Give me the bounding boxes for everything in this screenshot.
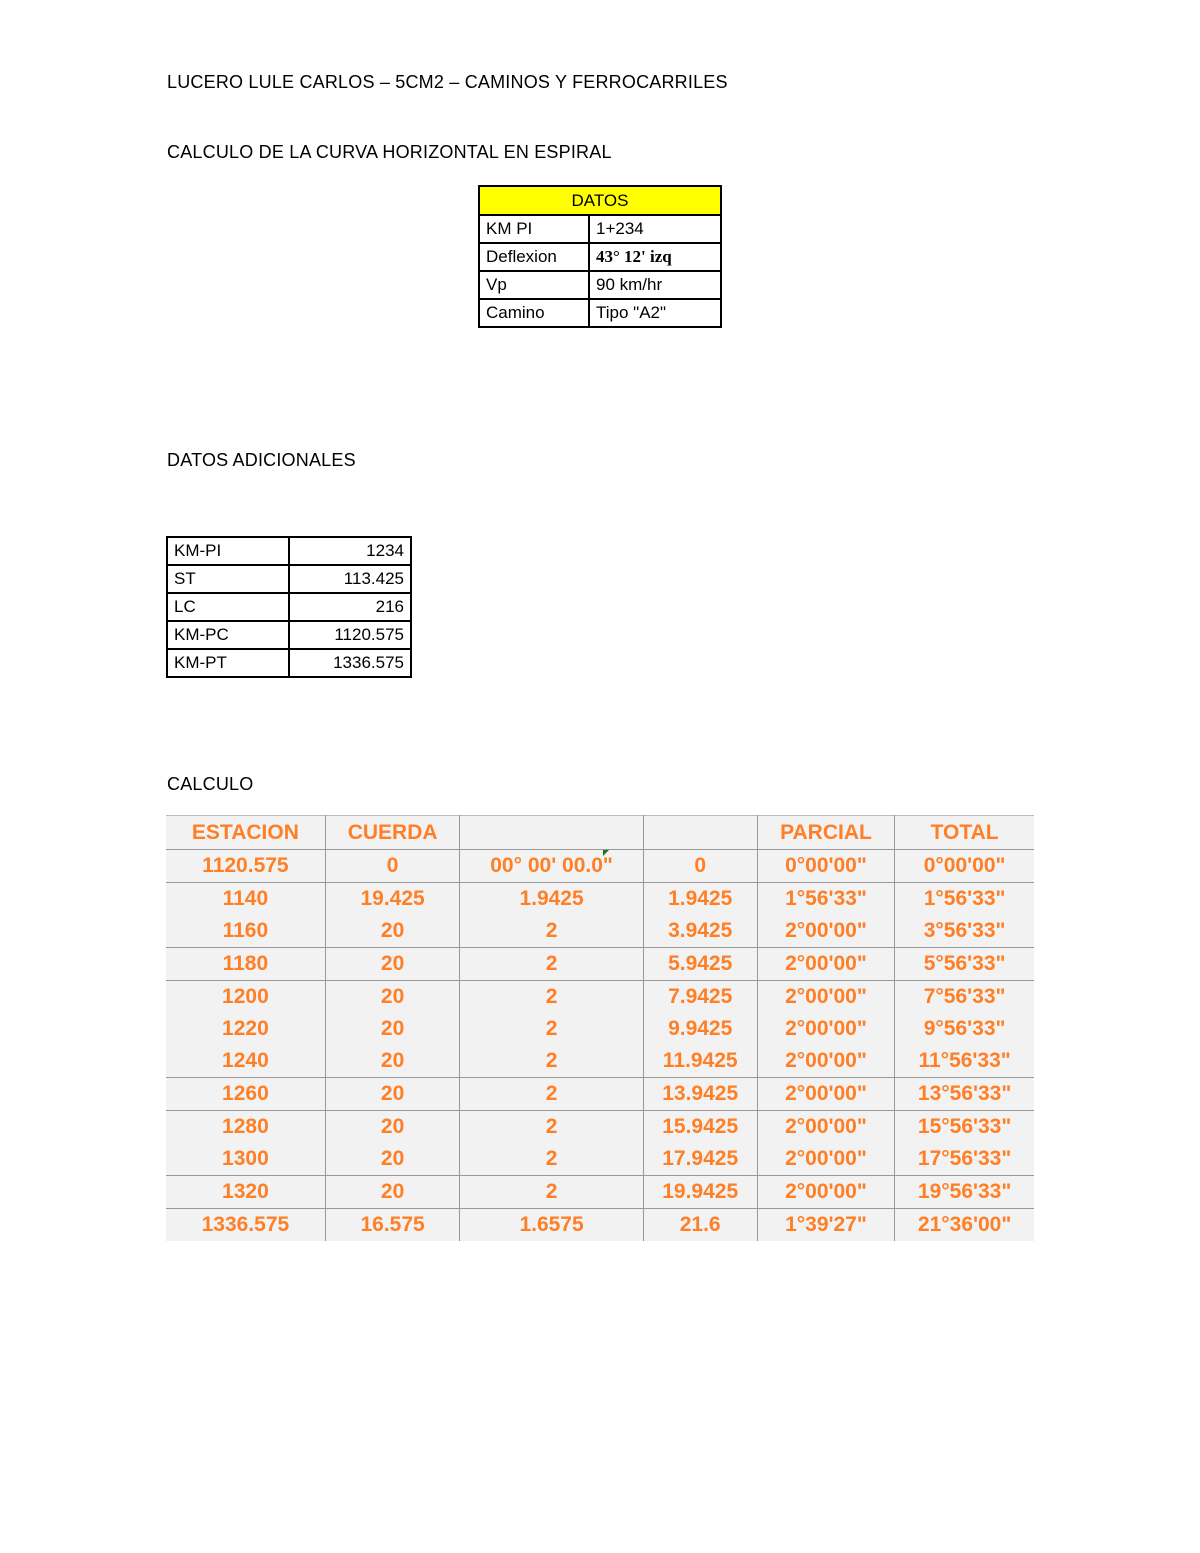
calculo-cell: 2°00'00" [757,1078,895,1111]
calculo-cell: 2 [460,1078,643,1111]
calculo-cell: 2°00'00" [757,981,895,1014]
calculo-row [166,883,1034,916]
calculo-header-row [166,816,1034,850]
adicionales-value: 1234 [289,537,411,565]
calculo-cell: 1260 [166,1078,325,1111]
calculo-row [166,948,1034,981]
calculo-cell: 1.9425 [643,883,757,916]
calculo-cell: 20 [325,1111,460,1144]
calculo-cell: 20 [325,1143,460,1176]
datos-label: Vp [479,271,589,299]
calculo-row [166,1143,1034,1176]
calculo-cell: 2°00'00" [757,1176,895,1209]
adicionales-row [167,537,411,565]
calculo-cell: 00° 00' 00.0" [460,850,643,883]
calculo-cell: 1.6575 [460,1209,643,1242]
calculo-cell: 1140 [166,883,325,916]
calculo-cell: 1320 [166,1176,325,1209]
calculo-cell: 5.9425 [643,948,757,981]
adicionales-label: KM-PT [167,649,289,677]
column-header-estacion: ESTACION [166,816,325,850]
calculo-cell: 19°56'33" [895,1176,1034,1209]
calculo-cell: 2°00'00" [757,915,895,948]
calculo-cell: 20 [325,981,460,1014]
calculo-cell: 0°00'00" [895,850,1034,883]
calculo-cell: 15°56'33" [895,1111,1034,1144]
calculo-cell: 7.9425 [643,981,757,1014]
adicionales-table [166,536,412,678]
calculo-row [166,1176,1034,1209]
adicionales-label: KM-PI [167,537,289,565]
calculo-cell: 20 [325,1045,460,1078]
calculo-heading: CALCULO [167,774,254,794]
calculo-cell: 0°00'00" [757,850,895,883]
column-header-3 [460,816,643,850]
calculo-cell: 20 [325,1013,460,1045]
calculo-cell: 1240 [166,1045,325,1078]
calculo-cell: 2 [460,915,643,948]
column-header-cuerda: CUERDA [325,816,460,850]
calculo-cell: 16.575 [325,1209,460,1242]
adicionales-row [167,565,411,593]
calculo-cell: 1336.575 [166,1209,325,1242]
datos-table [478,185,722,328]
calculo-cell: 3.9425 [643,915,757,948]
datos-value: 90 km/hr [589,271,721,299]
calculo-cell: 2 [460,1176,643,1209]
calculo-cell: 21°36'00" [895,1209,1034,1242]
adicionales-value: 1336.575 [289,649,411,677]
adicionales-value: 1120.575 [289,621,411,649]
calculo-cell: 9.9425 [643,1013,757,1045]
calculo-row [166,1111,1034,1144]
document-subtitle: CALCULO DE LA CURVA HORIZONTAL EN ESPIRAL [167,142,612,162]
calculo-cell: 2°00'00" [757,1045,895,1078]
cell-comment-marker [603,850,609,856]
calculo-table [166,815,1034,1241]
datos-value: 43° 12' izq [589,243,721,271]
adicionales-heading: DATOS ADICIONALES [167,450,356,470]
calculo-row [166,1078,1034,1111]
calculo-cell: 2 [460,1045,643,1078]
calculo-row [166,981,1034,1014]
calculo-cell: 2°00'00" [757,1111,895,1144]
calculo-cell: 19.9425 [643,1176,757,1209]
calculo-cell: 2 [460,1143,643,1176]
calculo-cell: 1180 [166,948,325,981]
calculo-cell: 1°56'33" [757,883,895,916]
calculo-row [166,1209,1034,1242]
calculo-cell: 17°56'33" [895,1143,1034,1176]
calculo-cell: 0 [325,850,460,883]
calculo-cell: 2 [460,981,643,1014]
adicionales-value: 216 [289,593,411,621]
calculo-row [166,850,1034,883]
calculo-cell: 5°56'33" [895,948,1034,981]
datos-label: KM PI [479,215,589,243]
calculo-cell: 2°00'00" [757,1013,895,1045]
adicionales-label: KM-PC [167,621,289,649]
datos-label: Deflexion [479,243,589,271]
calculo-cell: 20 [325,1078,460,1111]
calculo-cell: 1220 [166,1013,325,1045]
datos-header: DATOS [479,186,721,215]
calculo-cell: 11°56'33" [895,1045,1034,1078]
calculo-cell: 1.9425 [460,883,643,916]
adicionales-row [167,649,411,677]
column-header-total: TOTAL [895,816,1034,850]
calculo-cell: 17.9425 [643,1143,757,1176]
calculo-cell: 1°39'27" [757,1209,895,1242]
calculo-cell: 7°56'33" [895,981,1034,1014]
calculo-cell: 2 [460,1111,643,1144]
calculo-cell: 13°56'33" [895,1078,1034,1111]
datos-value: 1+234 [589,215,721,243]
calculo-cell: 11.9425 [643,1045,757,1078]
column-header-parcial: PARCIAL [757,816,895,850]
calculo-cell: 2°00'00" [757,1143,895,1176]
calculo-cell: 1200 [166,981,325,1014]
calculo-cell: 20 [325,948,460,981]
calculo-cell: 2 [460,1013,643,1045]
column-header-4 [643,816,757,850]
adicionales-row [167,593,411,621]
calculo-row [166,1045,1034,1078]
calculo-row [166,1013,1034,1045]
calculo-cell: 9°56'33" [895,1013,1034,1045]
datos-row [479,299,721,327]
calculo-cell: 1160 [166,915,325,948]
calculo-cell: 2 [460,948,643,981]
calculo-cell: 1300 [166,1143,325,1176]
calculo-cell: 20 [325,915,460,948]
adicionales-label: LC [167,593,289,621]
adicionales-value: 113.425 [289,565,411,593]
document-title: LUCERO LULE CARLOS – 5CM2 – CAMINOS Y FERROCARRILES [167,72,728,92]
calculo-cell: 1°56'33" [895,883,1034,916]
calculo-cell: 3°56'33" [895,915,1034,948]
adicionales-row [167,621,411,649]
calculo-cell: 0 [643,850,757,883]
adicionales-label: ST [167,565,289,593]
calculo-cell: 15.9425 [643,1111,757,1144]
calculo-cell: 2°00'00" [757,948,895,981]
datos-row [479,271,721,299]
datos-row [479,215,721,243]
datos-row [479,243,721,271]
calculo-cell: 1280 [166,1111,325,1144]
calculo-row [166,915,1034,948]
datos-label: Camino [479,299,589,327]
calculo-cell: 13.9425 [643,1078,757,1111]
datos-value: Tipo "A2" [589,299,721,327]
calculo-cell: 1120.575 [166,850,325,883]
calculo-cell: 21.6 [643,1209,757,1242]
calculo-cell: 20 [325,1176,460,1209]
calculo-cell: 19.425 [325,883,460,916]
